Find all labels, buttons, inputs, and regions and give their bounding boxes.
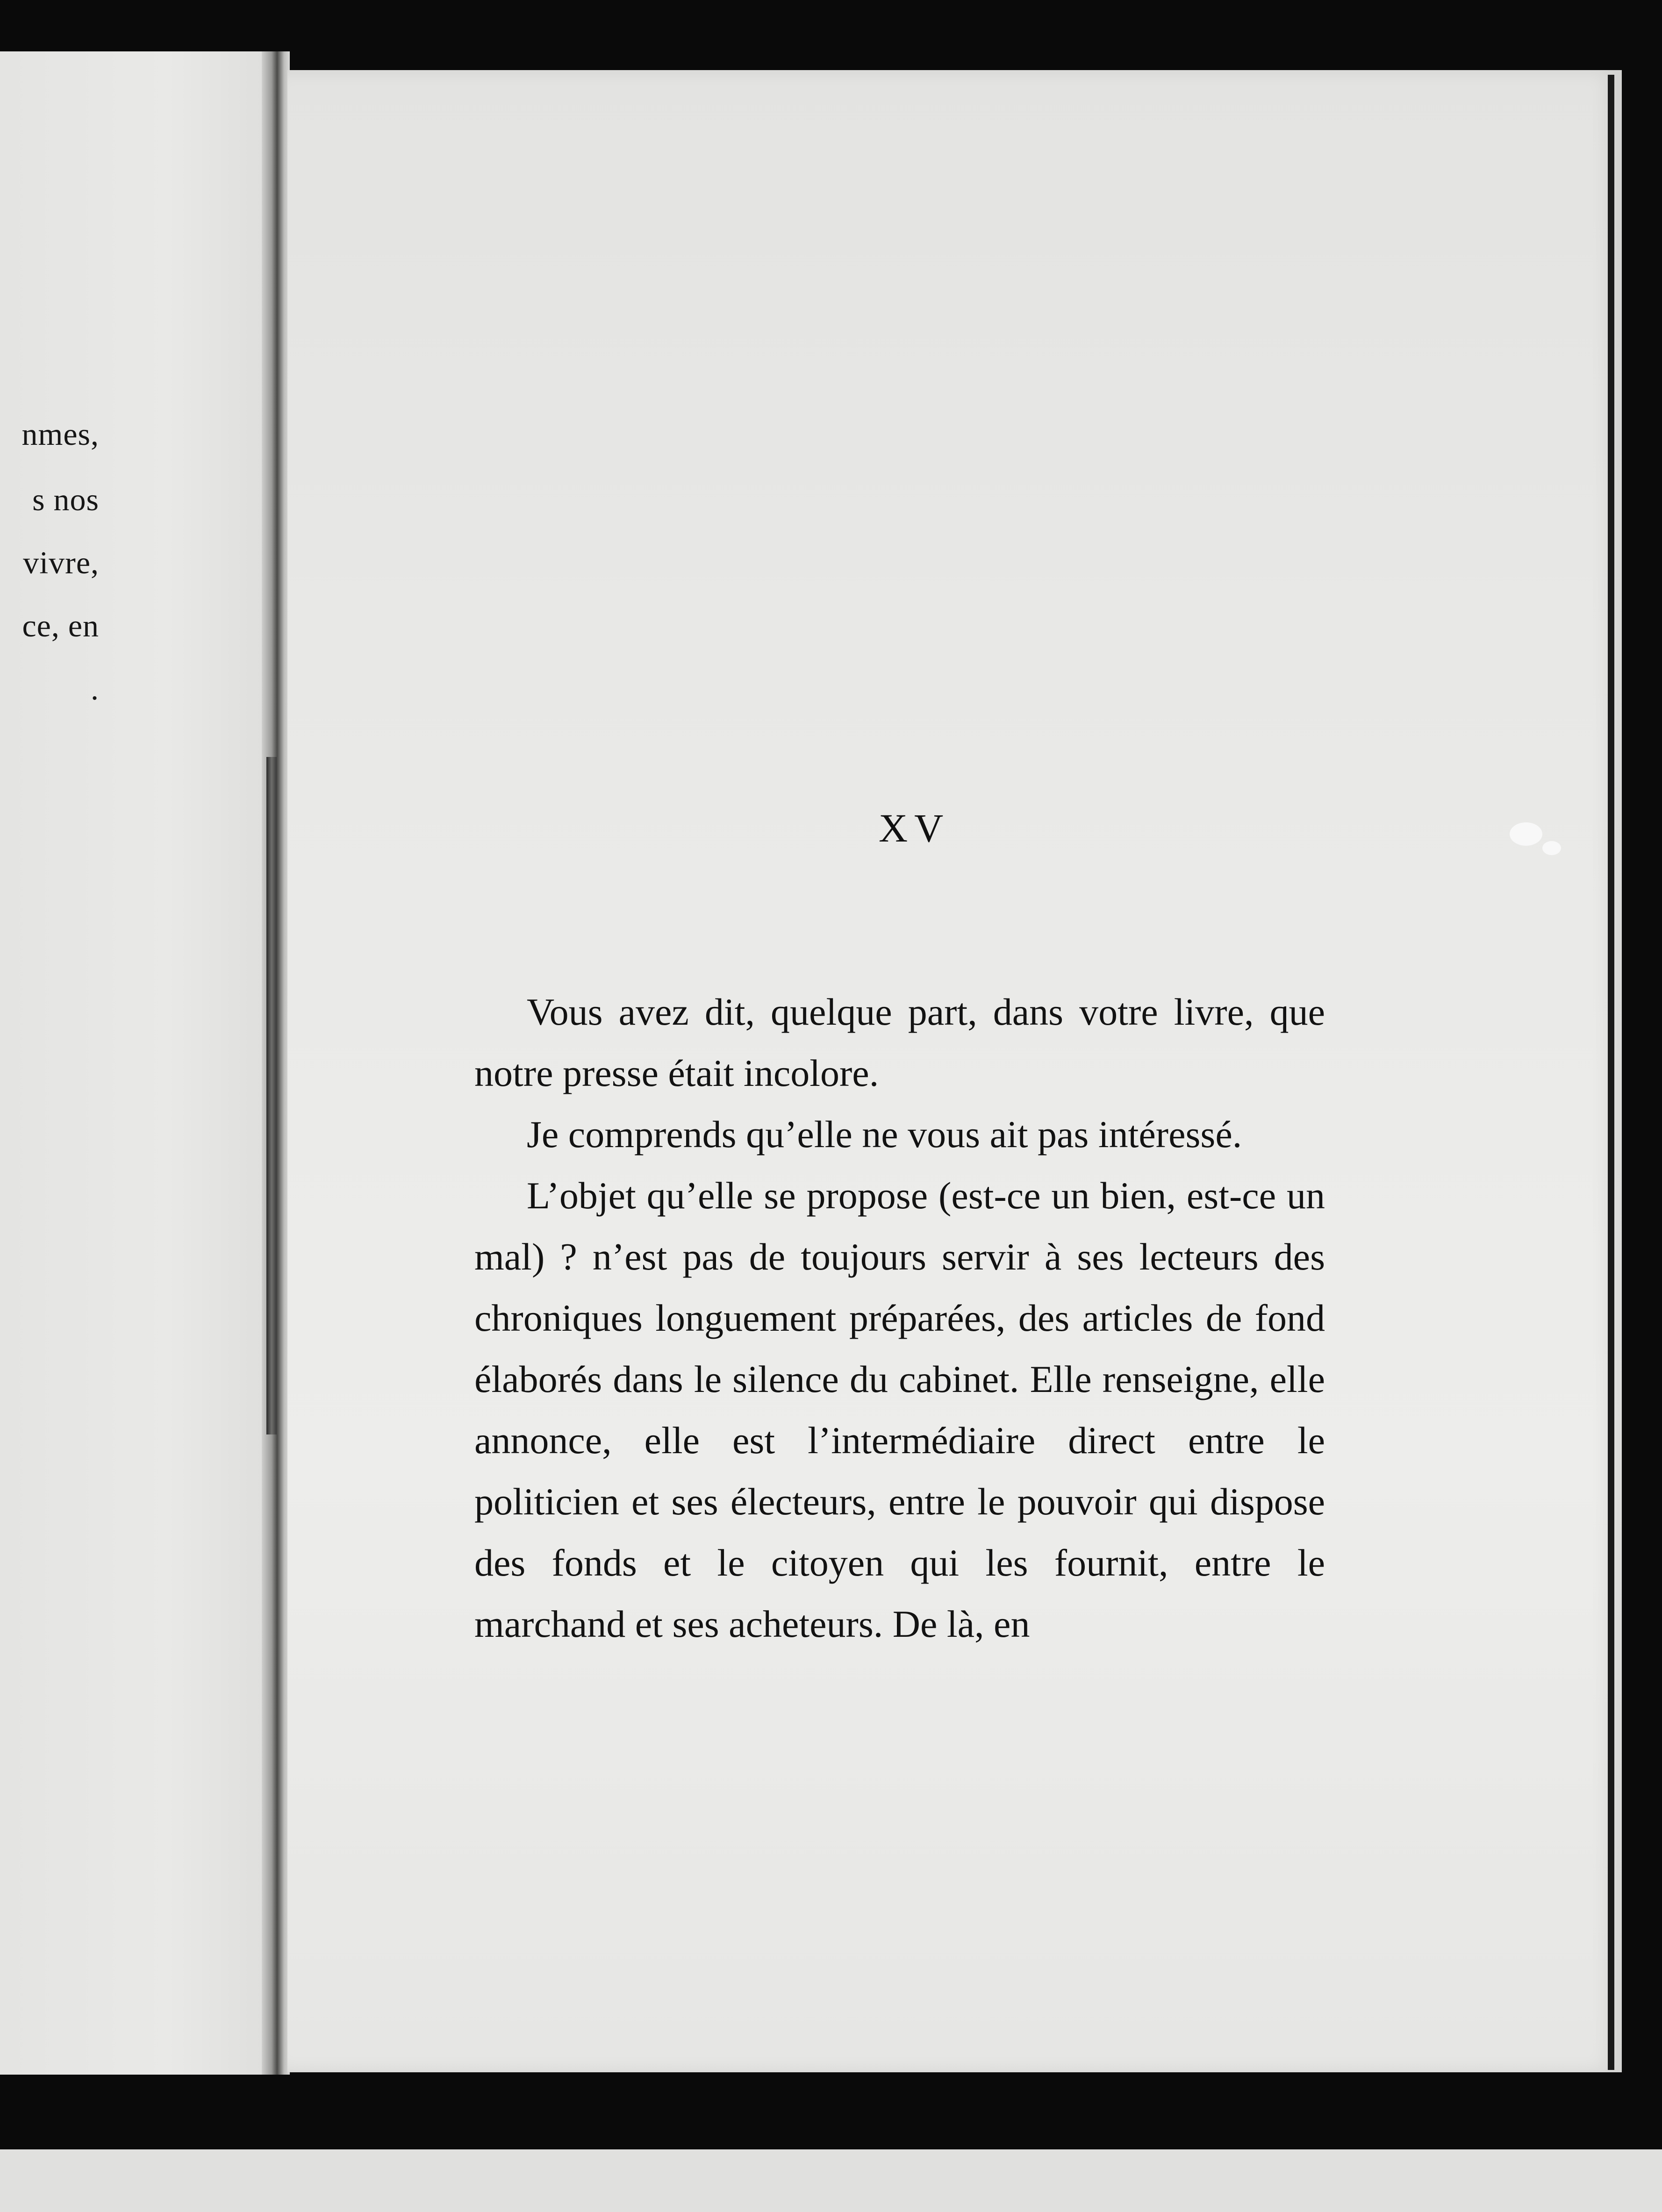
body-text	[474, 981, 1325, 1655]
left-page-line: .	[91, 671, 99, 706]
left-page-line: s nos	[32, 482, 99, 517]
left-page-line: vivre,	[23, 545, 99, 580]
paper-speck	[1542, 841, 1561, 855]
paragraph: Je comprends qu’elle ne vous ait pas intéressé.	[527, 1113, 1242, 1156]
paper-speck	[1510, 822, 1542, 846]
paragraph: L’objet qu’elle se propose (est-ce un bien, est-ce un mal) ? n’est pas de toujours servir à ses lecteurs des chroniques longuement préparées, des articles de fond élaborés dans le silence du cabinet. Elle renseigne, elle annonce, elle est l’intermédiaire direct entre le politicien et ses électeurs, entre le pouvoir qui dispose des fonds et le citoyen qui les fournit, entre le marchand et ses acheteurs. De là, en	[474, 1174, 1325, 1645]
left-page-line: nmes,	[21, 416, 99, 452]
binding-shadow	[266, 757, 277, 1434]
left-facing-page	[0, 51, 280, 2075]
paragraph: Vous avez dit, quelque part, dans votre livre, que notre presse était incolore.	[474, 991, 1325, 1094]
left-page-line: ce, en	[22, 608, 99, 643]
page-edge	[1608, 75, 1614, 2070]
bottom-scan-strip	[0, 2149, 1662, 2212]
chapter-heading: XV	[879, 806, 950, 850]
